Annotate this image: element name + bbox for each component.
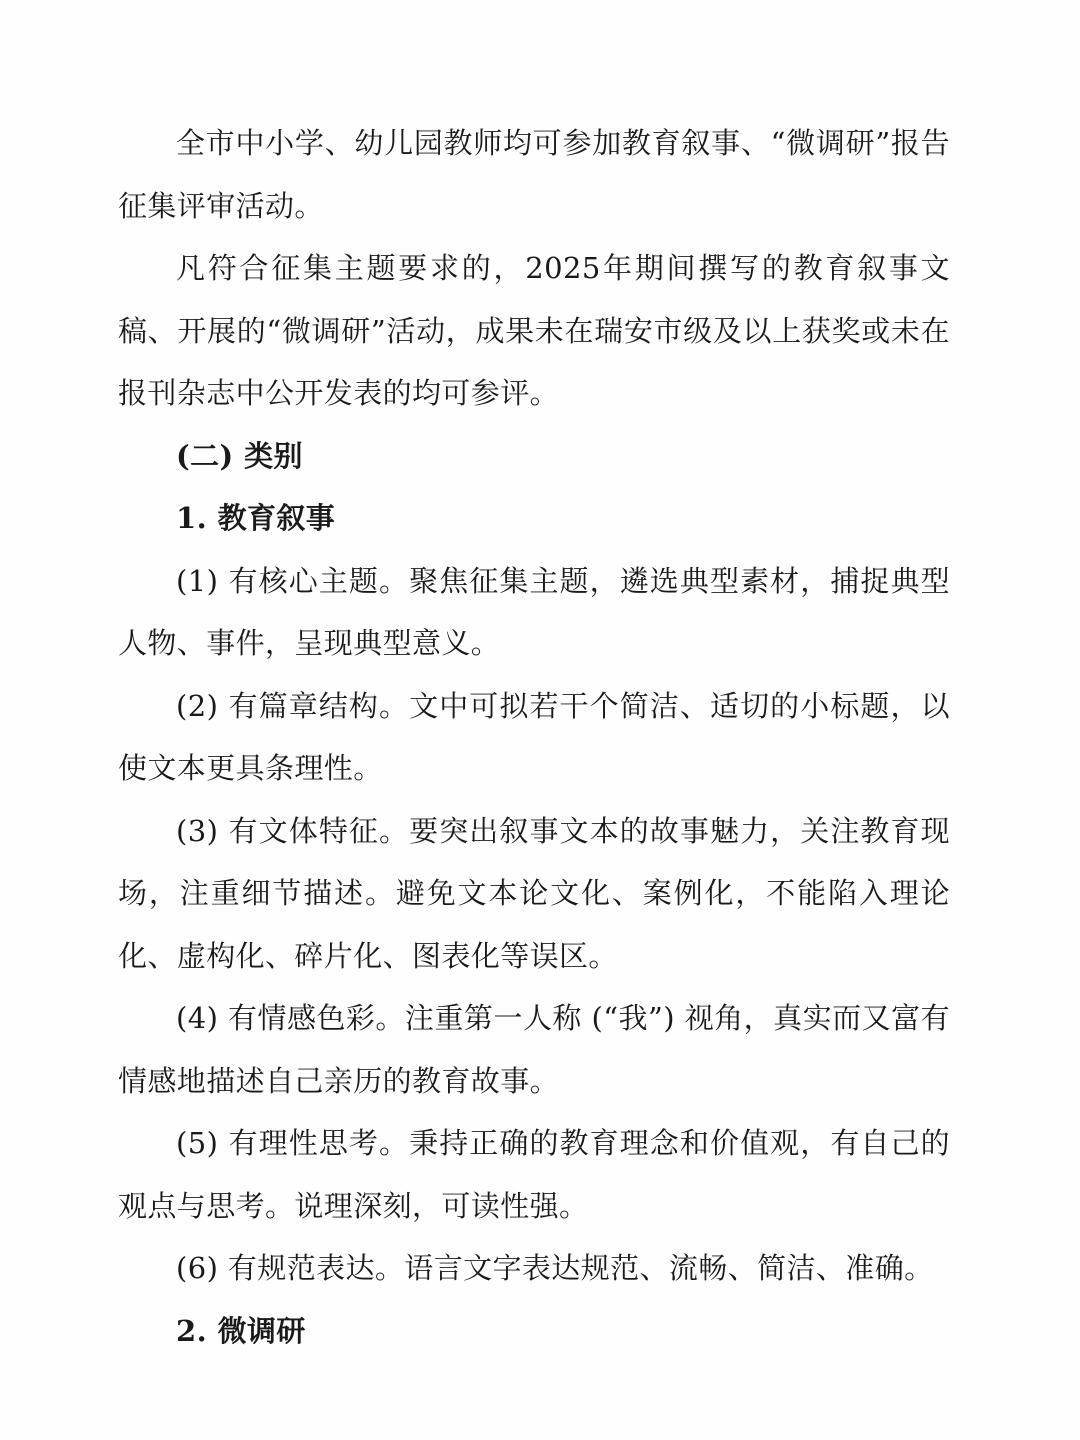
list-item-reasoning: (5) 有理性思考。秉持正确的教育理念和价值观，有自己的观点与思考。说理深刻，可读性强。 [118, 1126, 950, 1223]
paragraph-requirements: 凡符合征集主题要求的，2025年期间撰写的教育叙事文稿、开展的“微调研”活动，成果未在瑞安市级及以上获奖或未在报刊杂志中公开发表的均可参评。 [118, 251, 950, 410]
subheading-education-narrative: 1. 教育叙事 [176, 501, 336, 535]
list-item-structure: (2) 有篇章结构。文中可拟若干个简洁、适切的小标题，以使文本更具条理性。 [118, 688, 950, 785]
list-item-expression: (6) 有规范表达。语言文字表达规范、流畅、简洁、准确。 [176, 1251, 934, 1285]
list-item-style: (3) 有文体特征。要突出叙事文本的故事魅力，关注教育现场，注重细节描述。避免文本论文化、案例化，不能陷入理论化、虚构化、碎片化、图表化等误区。 [118, 813, 950, 973]
list-item-emotion: (4) 有情感色彩。注重第一人称 (“我”) 视角，真实而又富有情感地描述自己亲历的教育故事。 [118, 1001, 950, 1098]
list-item-core-theme: (1) 有核心主题。聚焦征集主题，遴选典型素材，捕捉典型人物、事件，呈现典型意义。 [118, 563, 950, 660]
subheading-micro-research: 2. 微调研 [176, 1313, 306, 1348]
paragraph-eligibility: 全市中小学、幼儿园教师均可参加教育叙事、“微调研”报告征集评审活动。 [118, 126, 950, 223]
section-heading-categories: (二) 类别 [176, 438, 303, 473]
